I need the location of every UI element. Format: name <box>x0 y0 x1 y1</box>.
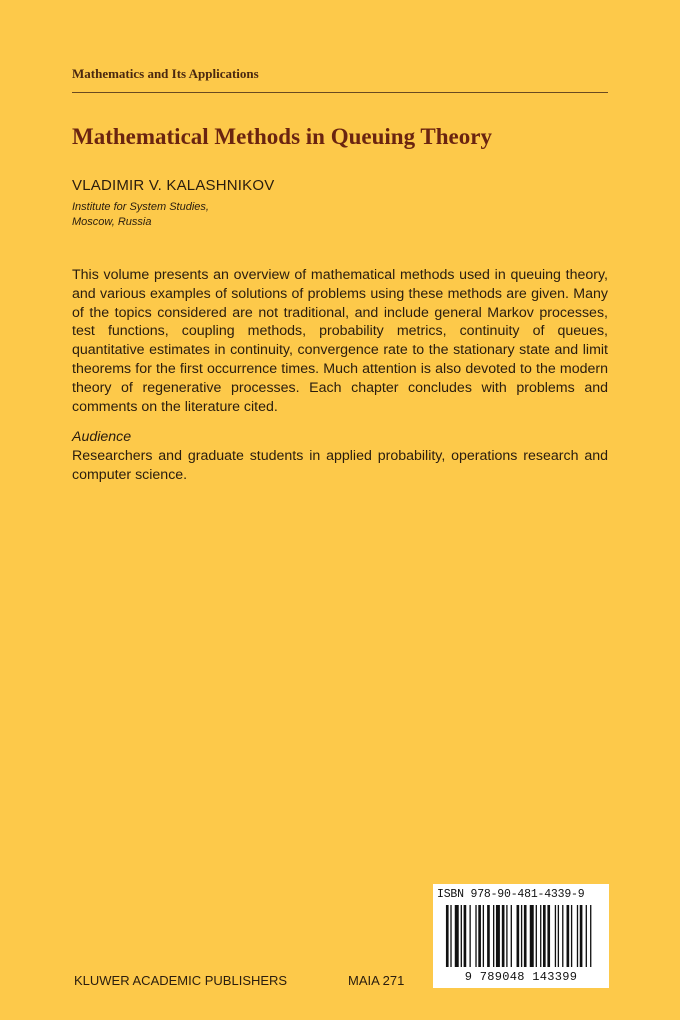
barcode-bar <box>536 905 537 967</box>
affiliation-line-2: Moscow, Russia <box>72 216 152 228</box>
barcode-bar <box>558 905 559 967</box>
book-description: This volume presents an overview of mathematical methods used in queuing theory, and various examples of solutions of problems using these methods are given. Many of the topics considered are not traditional, and include general Markov processes, test functions, coupling methods, probability metrics, continuity of queues, quantitative estimates in continuity, convergence rate to the stationary state and limit theorems for the first occurrence times. Much attention is also devoted to the modern theory of regenerative processes. Each chapter concludes with problems and comments on the literature cited. <box>72 267 608 415</box>
barcode-bar <box>464 905 467 967</box>
barcode-bar <box>475 905 476 967</box>
barcode-bar <box>506 905 507 967</box>
barcode-bar <box>496 905 500 967</box>
series-code: MAIA 271 <box>348 973 405 988</box>
author-affiliation <box>72 200 209 230</box>
barcode-bar <box>511 905 512 967</box>
barcode-bar <box>517 905 520 967</box>
header-divider <box>72 92 608 93</box>
series-name: Mathematics and Its Applications <box>72 66 259 81</box>
barcode-bar <box>571 905 572 967</box>
barcode-bar <box>469 905 470 967</box>
barcode-bar <box>590 905 591 967</box>
barcode-bar <box>543 905 546 967</box>
barcode-bar <box>562 905 563 967</box>
barcode-bar <box>502 905 505 967</box>
isbn-label: ISBN 978-90-481-4339-9 <box>437 888 585 901</box>
ean-number: 9 789048 143399 <box>464 970 578 984</box>
barcode-bar <box>577 905 578 967</box>
barcode-graphic <box>443 905 599 969</box>
author-name: VLADIMIR V. KALASHNIKOV <box>72 177 275 194</box>
barcode-bar <box>524 905 527 967</box>
barcode-bar <box>586 905 587 967</box>
barcode-bar <box>446 905 449 967</box>
barcode-bar <box>483 905 484 967</box>
barcode-bar <box>478 905 481 967</box>
barcode-bar <box>450 905 451 967</box>
affiliation-line-1: Institute for System Studies, <box>72 201 209 213</box>
barcode-bar <box>530 905 534 967</box>
audience-text: Researchers and graduate students in applied probability, operations research and computer science. <box>72 448 608 483</box>
barcode-bar <box>567 905 570 967</box>
barcode-bar <box>455 905 459 967</box>
audience-heading: Audience <box>72 429 132 445</box>
barcode-bar <box>540 905 541 967</box>
book-title: Mathematical Methods in Queuing Theory <box>72 124 492 149</box>
barcode-bar <box>521 905 522 967</box>
barcode-bar <box>580 905 583 967</box>
barcode-bar <box>547 905 550 967</box>
barcode-bar <box>493 905 494 967</box>
isbn-barcode-box <box>433 884 609 988</box>
publisher-name: KLUWER ACADEMIC PUBLISHERS <box>74 973 288 988</box>
barcode-bar <box>555 905 556 967</box>
barcode-bar <box>461 905 462 967</box>
barcode-bar <box>487 905 490 967</box>
